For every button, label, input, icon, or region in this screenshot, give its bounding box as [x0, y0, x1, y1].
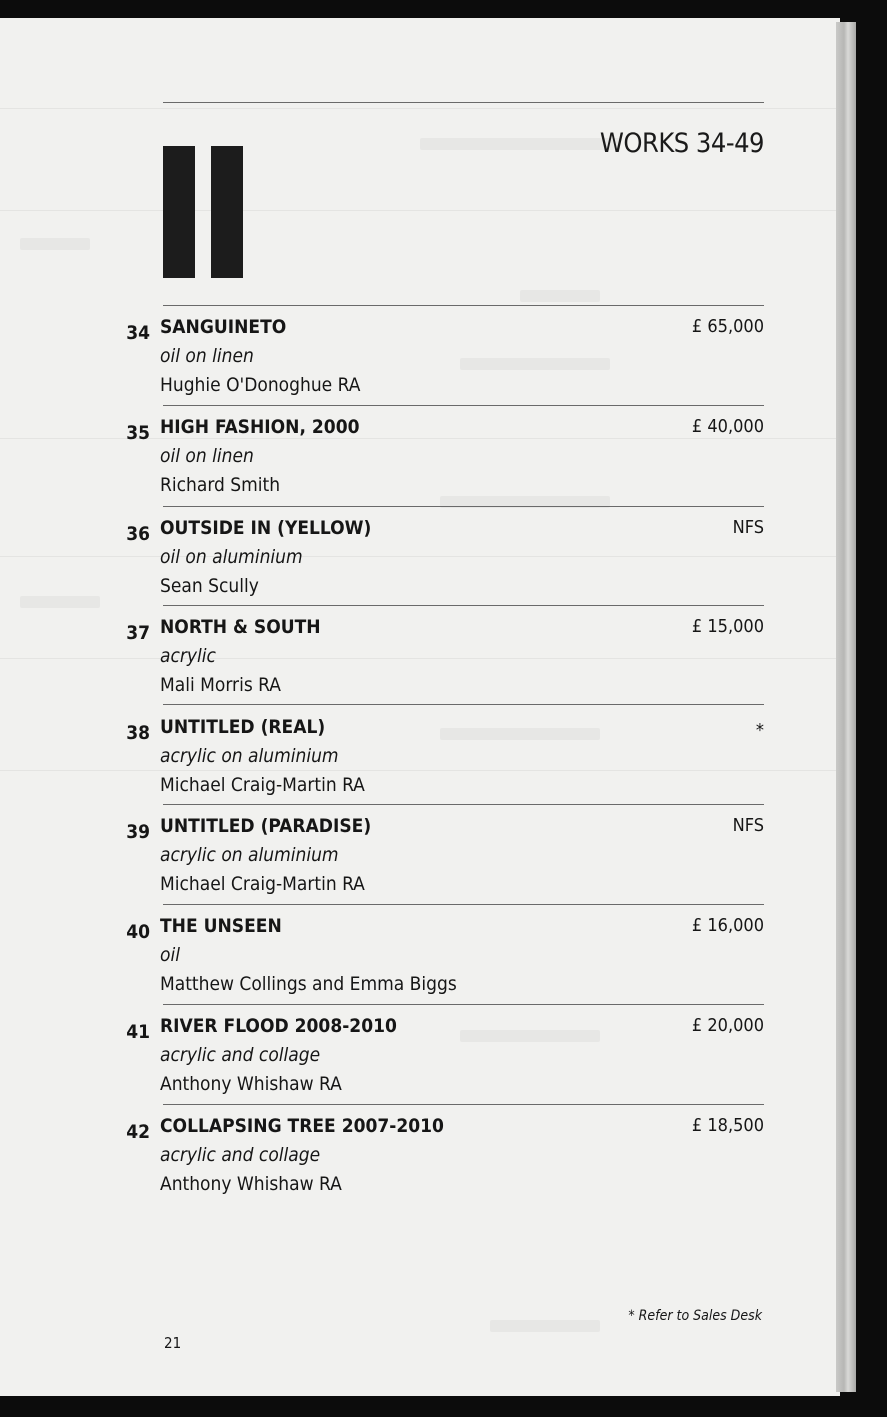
- work-title: NORTH & SOUTH: [160, 616, 321, 638]
- work-title: RIVER FLOOD 2008-2010: [160, 1015, 397, 1037]
- section-marker-bar-left: [163, 146, 195, 278]
- work-title: THE UNSEEN: [160, 915, 282, 937]
- work-medium: oil on linen: [160, 445, 254, 467]
- footnote-refer-to-sales-desk: * Refer to Sales Desk: [628, 1308, 762, 1324]
- work-title: HIGH FASHION, 2000: [160, 416, 360, 438]
- work-artist: Anthony Whishaw RA: [160, 1073, 342, 1095]
- work-medium: acrylic on aluminium: [160, 745, 339, 767]
- work-artist: Mali Morris RA: [160, 674, 281, 696]
- work-number: 34: [126, 322, 150, 344]
- work-medium: acrylic and collage: [160, 1144, 321, 1166]
- entry-rule: [163, 1104, 764, 1105]
- work-number: 35: [126, 422, 150, 444]
- entry-rule: [163, 305, 764, 306]
- work-medium: acrylic and collage: [160, 1044, 321, 1066]
- work-artist: Matthew Collings and Emma Biggs: [160, 973, 457, 995]
- entry-rule: [163, 506, 764, 507]
- show-through: [0, 18, 840, 1396]
- work-artist: Michael Craig-Martin RA: [160, 774, 365, 796]
- work-artist: Sean Scully: [160, 575, 259, 597]
- work-title: UNTITLED (REAL): [160, 716, 326, 738]
- catalogue-page: [0, 18, 840, 1396]
- work-medium: oil on aluminium: [160, 546, 303, 568]
- work-medium: acrylic: [160, 645, 216, 667]
- work-price: £ 16,000: [691, 915, 764, 936]
- work-number: 41: [126, 1021, 150, 1043]
- work-number: 39: [126, 821, 150, 843]
- work-number: 40: [126, 921, 150, 943]
- work-artist: Anthony Whishaw RA: [160, 1173, 342, 1195]
- work-title: COLLAPSING TREE 2007-2010: [160, 1115, 444, 1137]
- work-number: 42: [126, 1121, 150, 1143]
- work-medium: oil on linen: [160, 345, 254, 367]
- work-number: 37: [126, 622, 150, 644]
- work-medium: oil: [160, 944, 180, 966]
- work-artist: Michael Craig-Martin RA: [160, 873, 365, 895]
- work-artist: Richard Smith: [160, 474, 281, 496]
- page-edge: [836, 22, 856, 1392]
- work-number: 36: [126, 523, 150, 545]
- work-title: OUTSIDE IN (YELLOW): [160, 517, 372, 539]
- work-artist: Hughie O'Donoghue RA: [160, 374, 361, 396]
- entry-rule: [163, 704, 764, 705]
- work-price: £ 65,000: [691, 316, 764, 337]
- entry-rule: [163, 605, 764, 606]
- top-rule: [163, 102, 764, 103]
- work-price: £ 15,000: [691, 616, 764, 637]
- work-title: UNTITLED (PARADISE): [160, 815, 372, 837]
- work-price: £ 20,000: [691, 1015, 764, 1036]
- entry-rule: [163, 804, 764, 805]
- work-price: NFS: [732, 815, 764, 836]
- page-number: 21: [164, 1334, 182, 1352]
- work-title: SANGUINETO: [160, 316, 287, 338]
- work-medium: acrylic on aluminium: [160, 844, 339, 866]
- entry-rule: [163, 1004, 764, 1005]
- work-price: NFS: [732, 517, 764, 538]
- work-price: £ 40,000: [691, 416, 764, 437]
- entry-rule: [163, 405, 764, 406]
- work-price: *: [755, 720, 764, 741]
- work-price: £ 18,500: [691, 1115, 764, 1136]
- section-marker-bar-right: [211, 146, 243, 278]
- entry-rule: [163, 904, 764, 905]
- section-title: WORKS 34-49: [599, 128, 764, 159]
- work-number: 38: [126, 722, 150, 744]
